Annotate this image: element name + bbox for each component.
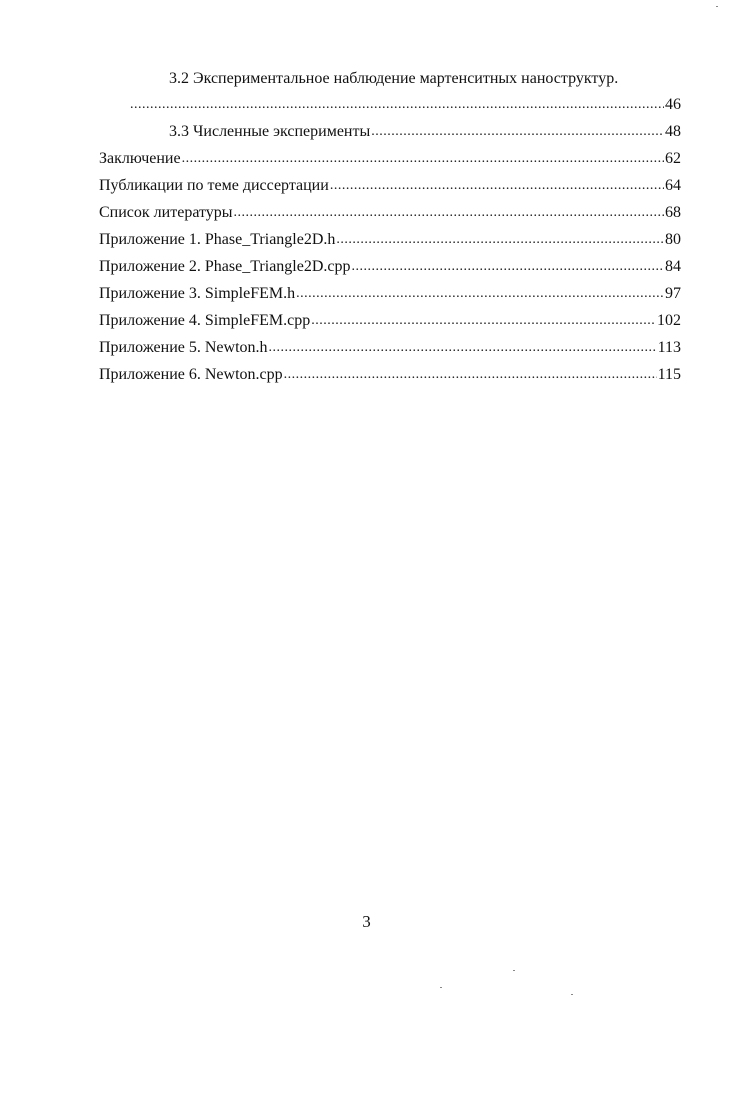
scan-speck [716,6,718,7]
toc-entry-appendix-4 [99,308,681,335]
toc-entry-conclusion [99,146,681,173]
toc-page-number: 62 [665,150,681,167]
toc-entry-appendix-5 [99,335,681,362]
toc-entry-title: Приложение 3. SimpleFEM.h [99,285,296,302]
toc-page-number: 113 [657,339,681,356]
toc-page-number: 80 [665,231,681,248]
toc-page-number: 84 [665,258,681,275]
toc-entry-title: Публикации по теме диссертации [99,177,329,194]
toc-page-number: 102 [657,312,681,329]
dot-leader [269,334,657,361]
toc-entry-3-3 [99,119,681,146]
scan-speck [571,994,573,995]
toc-entry-title: 3.3 Численные эксперименты [169,123,371,140]
dot-leader [234,199,664,226]
page-number: 3 [362,912,371,931]
toc-entry-title: Приложение 1. Phase_Triangle2D.h [99,231,336,248]
toc-entry-publications [99,173,681,200]
toc-entry-3-2-leader [99,92,681,119]
toc-entry-title: Приложение 2. Phase_Triangle2D.cpp [99,258,351,275]
dot-leader [130,91,664,118]
toc-entry-title: Список литературы [99,204,233,221]
dot-leader [182,145,664,172]
scan-speck [440,987,442,988]
toc-entry-references [99,200,681,227]
dot-leader [330,172,664,199]
dot-leader [336,226,664,253]
toc-page-number: 64 [665,177,681,194]
toc-entry-3-2-title: 3.2 Экспериментальное наблюдение мартенситных наноструктур. [169,70,619,87]
toc-entry-title: Заключение [99,150,181,167]
toc-entry-appendix-2 [99,254,681,281]
toc-page-number: 68 [665,204,681,221]
toc-entry-appendix-6 [99,362,681,389]
table-of-contents [99,66,681,389]
toc-entry-title: Приложение 6. Newton.cpp [99,366,283,383]
toc-page-number: 46 [665,96,681,113]
toc-entry-title: Приложение 5. Newton.h [99,339,268,356]
toc-entry-appendix-1 [99,227,681,254]
dot-leader [371,118,664,145]
toc-page-number: 48 [665,123,681,140]
dot-leader [296,280,664,307]
scan-speck [513,970,515,971]
toc-page-number: 97 [665,285,681,302]
dot-leader [311,307,656,334]
toc-entry-appendix-3 [99,281,681,308]
dot-leader [352,253,665,280]
toc-entry-title: Приложение 4. SimpleFEM.cpp [99,312,311,329]
toc-page-number: 115 [657,366,681,383]
dot-leader [284,361,657,388]
